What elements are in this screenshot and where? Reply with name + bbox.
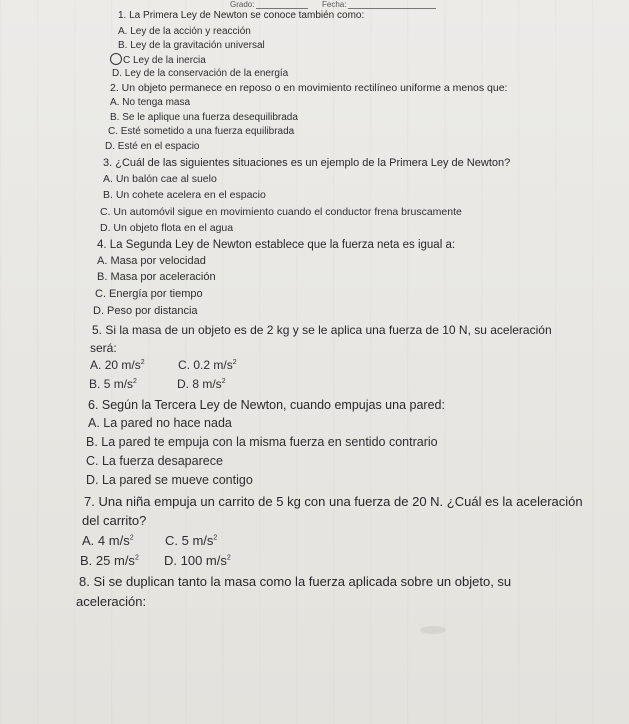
fecha-blank-line	[348, 8, 436, 9]
question-6: 6. Según la Tercera Ley de Newton, cuando empujas una pared:	[88, 398, 445, 412]
q7-option-b[interactable]: B. 25 $m/s^2$	[80, 553, 139, 568]
q4-option-d[interactable]: D. Peso por distancia	[93, 305, 198, 317]
q6-option-b[interactable]: B. La pared te empuja con la misma fuerza en sentido contrario	[86, 435, 438, 449]
paper-smudge	[420, 626, 446, 634]
question-3: 3. ¿Cuál de las siguientes situaciones es un ejemplo de la Primera Ley de Newton?	[103, 157, 511, 169]
q5-option-d[interactable]: D. 8 $m/s^2$	[177, 377, 226, 391]
q1-option-c[interactable]: C Ley de la inercia	[110, 53, 206, 66]
question-8-line-1: 8. Si se duplican tanto la masa como la fuerza aplicada sobre un objeto, su	[79, 574, 512, 589]
answer-circle-mark	[110, 53, 122, 65]
q1-option-a[interactable]: A. Ley de la acción y reacción	[118, 26, 251, 37]
q5-option-a[interactable]: A. 20 $m/s^2$	[90, 358, 145, 372]
q1-option-d[interactable]: D. Ley de la conservación de la energía	[112, 68, 289, 79]
q3-option-d[interactable]: D. Un objeto flota en el agua	[100, 222, 234, 234]
worksheet-header	[0, 0, 629, 10]
q4-option-b[interactable]: B. Masa por aceleración	[97, 271, 216, 283]
question-2: 2. Un objeto permanece en reposo o en movimiento rectilíneo uniforme a menos que:	[110, 82, 508, 94]
q5-option-b[interactable]: B. 5 $m/s^2$	[89, 377, 137, 391]
fecha-label: Fecha:	[322, 0, 347, 9]
q6-option-d[interactable]: D. La pared se mueve contigo	[86, 473, 253, 487]
q6-option-a[interactable]: A. La pared no hace nada	[88, 416, 232, 430]
question-7-line-2: del carrito?	[82, 513, 147, 528]
q2-option-b[interactable]: B. Se le aplique una fuerza desequilibrada	[110, 112, 298, 123]
question-8-line-2: aceleración:	[76, 594, 147, 609]
question-4: 4. La Segunda Ley de Newton establece que la fuerza neta es igual a:	[97, 239, 456, 251]
q7-option-a[interactable]: A. 4 $m/s^2$	[82, 533, 134, 548]
q2-option-a[interactable]: A. No tenga masa	[110, 97, 191, 108]
question-5-line-2: será:	[90, 341, 117, 355]
question-7-line-1: 7. Una niña empuja un carrito de 5 kg con una fuerza de 20 N. ¿Cuál es la aceleración	[84, 494, 583, 509]
q3-option-c[interactable]: C. Un automóvil sigue en movimiento cuando el conductor frena bruscamente	[100, 206, 462, 218]
q4-option-c[interactable]: C. Energía por tiempo	[95, 288, 203, 300]
question-5-line-1: 5. Si la masa de un objeto es de 2 kg y se le aplica una fuerza de 10 N, su aceleración	[92, 323, 552, 337]
q1-option-b[interactable]: B. Ley de la gravitación universal	[118, 40, 265, 51]
q4-option-a[interactable]: A. Masa por velocidad	[97, 255, 206, 267]
q2-option-d[interactable]: D. Esté en el espacio	[105, 141, 200, 152]
q2-option-c[interactable]: C. Esté sometido a una fuerza equilibrada	[108, 126, 295, 137]
q7-option-d[interactable]: D. 100 $m/s^2$	[164, 553, 231, 568]
q3-option-a[interactable]: A. Un balón cae al suelo	[103, 173, 217, 185]
grado-label: Grado:	[230, 0, 255, 9]
q5-option-c[interactable]: C. 0.2 $m/s^2$	[178, 358, 237, 372]
q3-option-b[interactable]: B. Un cohete acelera en el espacio	[103, 189, 266, 201]
q6-option-c[interactable]: C. La fuerza desaparece	[86, 454, 223, 468]
question-1: 1. La Primera Ley de Newton se conoce también como:	[118, 10, 365, 21]
q7-option-c[interactable]: C. 5 $m/s^2$	[165, 533, 218, 548]
grado-blank-line	[256, 8, 308, 9]
